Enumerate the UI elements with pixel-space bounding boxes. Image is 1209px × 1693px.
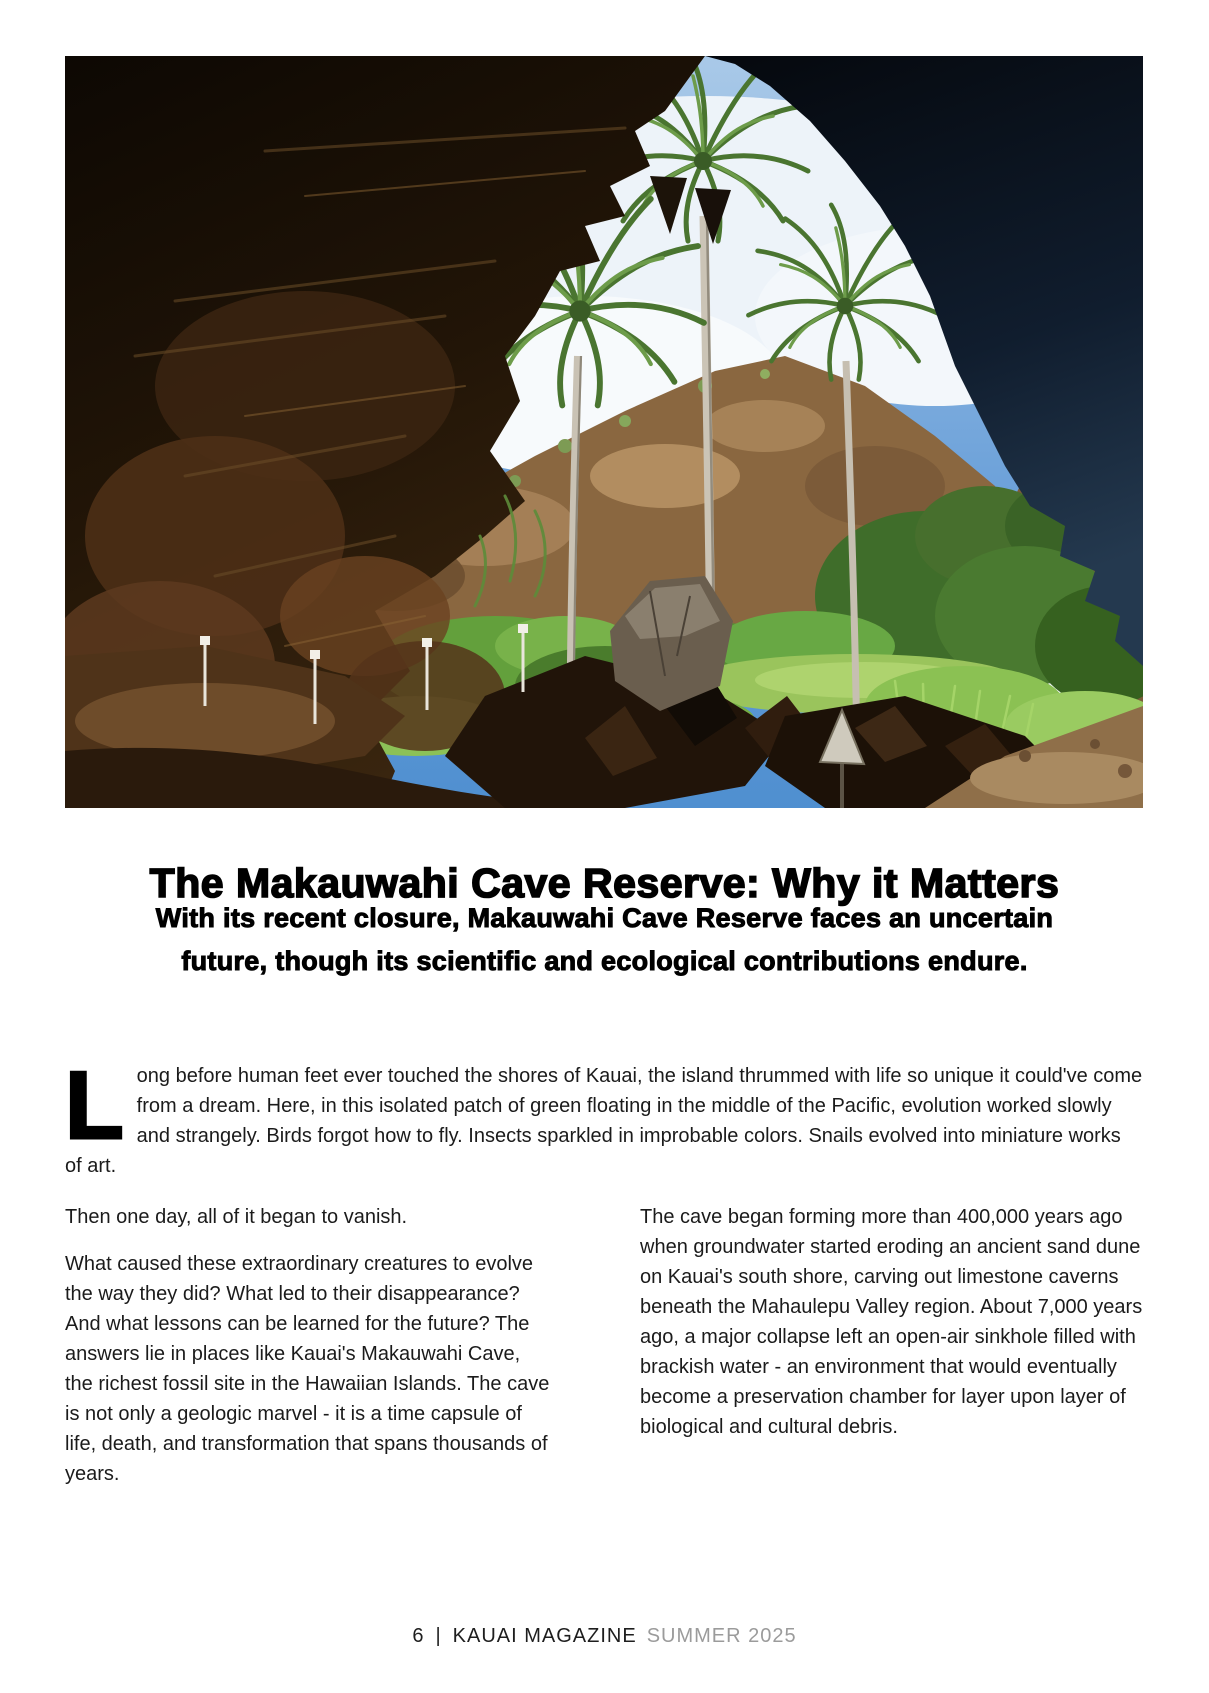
cave-photo-illustration <box>65 56 1143 808</box>
cave-photo <box>65 56 1143 808</box>
magazine-name: KAUAI MAGAZINE <box>452 1625 637 1647</box>
intro-paragraph <box>65 1052 1143 1181</box>
subtitle-line-2: future, though its scientific and ecological contributions endure. <box>181 946 1028 976</box>
body-columns <box>65 1202 1150 1506</box>
column-right <box>640 1202 1150 1506</box>
drop-cap: L <box>65 1052 124 1159</box>
article-headline: The Makauwahi Cave Reserve: Why it Matters <box>149 860 1060 907</box>
issue-label: SUMMER 2025 <box>646 1625 797 1647</box>
left-paragraph-1: Then one day, all of it began to vanish. <box>65 1206 408 1228</box>
column-left <box>65 1202 553 1506</box>
right-paragraph-1: The cave began forming more than 400,000 years ago when groundwater started eroding an ancient sand dune on Kauai's south shore, carving out limestone caverns beneath the Mahaulepu Valley region. About 7,000 years ago, a major collapse left an open-air sinkhole filled with brackish water - an environment that would eventually become a preservation chamber for layer upon layer of biological and cultural debris. <box>640 1206 1143 1438</box>
subtitle-line-1: With its recent closure, Makauwahi Cave Reserve faces an uncertain <box>155 903 1054 933</box>
article-subtitle <box>0 897 1209 983</box>
left-paragraph-2: What caused these extraordinary creatures to evolve the way they did? What led to their disappearance? And what lessons can be learned for the future? The answers lie in places like Kauai's Makauwahi Cave, the richest fossil site in the Hawaiian Islands. The cave is not only a geologic marvel - it is a time capsule of life, death, and transformation that spans thousands of years. <box>65 1253 550 1485</box>
intro-text: ong before human feet ever touched the shores of Kauai, the island thrummed with life so unique it could've come from a dream. Here, in this isolated patch of green floating in the middle of the Pacific, evolution worked slowly and strangely. Birds forgot how to fly. Insects sparkled in improbable colors. Snails evolved into miniature works of art. <box>65 1065 1143 1177</box>
page-footer <box>0 1625 1209 1648</box>
footer-separator: | <box>435 1625 441 1647</box>
page-number: 6 <box>412 1625 424 1647</box>
